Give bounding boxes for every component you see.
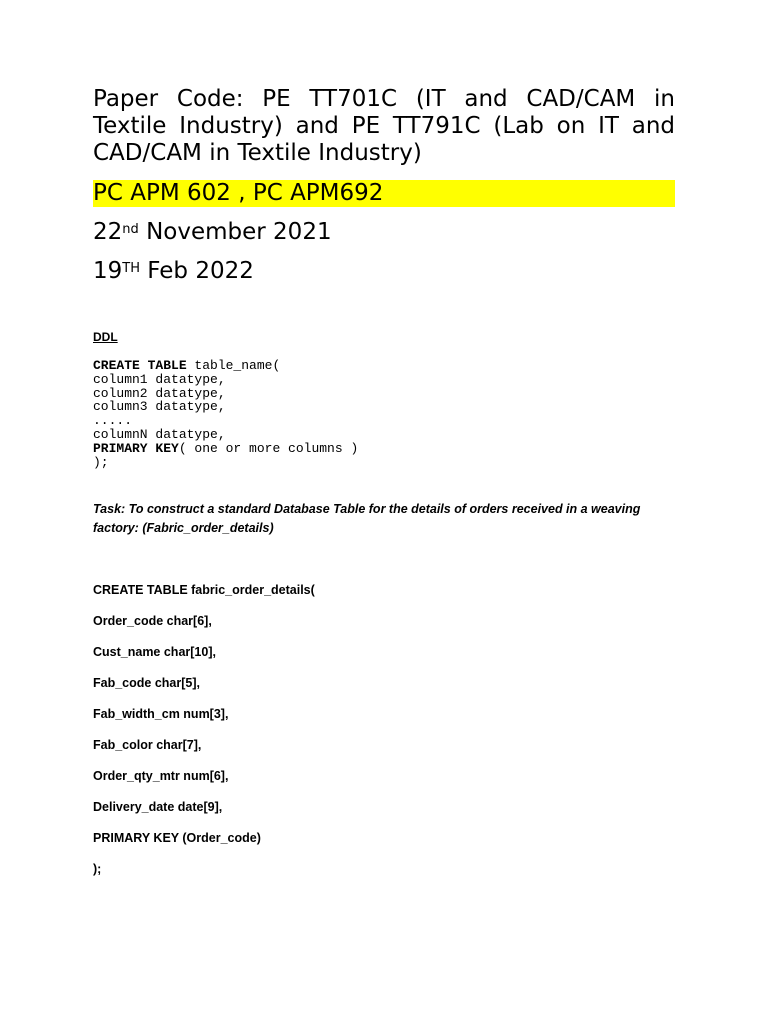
primary-key-rest: ( one or more columns ) bbox=[178, 440, 359, 456]
date-line-2 bbox=[93, 258, 254, 285]
code-line-ellipsis: ..... bbox=[93, 413, 133, 429]
create-table-keyword: CREATE TABLE bbox=[93, 358, 187, 373]
task-description: Task: To construct a standard Database Table for the details of orders received in a weaving factory: (Fabric_order_details) bbox=[93, 502, 641, 535]
code-line-close: ); bbox=[93, 454, 109, 470]
sql-line-close: ); bbox=[93, 862, 102, 876]
ddl-syntax-code-block bbox=[93, 359, 358, 469]
sql-line-fab-width: Fab_width_cm num[3], bbox=[93, 707, 229, 721]
date-1-day: 22 bbox=[93, 219, 123, 245]
sql-line-fab-color: Fab_color char[7], bbox=[93, 738, 202, 752]
date-1-suffix: nd bbox=[122, 222, 139, 237]
date-1-rest: November 2021 bbox=[138, 219, 332, 245]
code-line-create bbox=[93, 359, 358, 373]
create-table-rest: table_name( bbox=[186, 358, 281, 373]
code-line-primary-key bbox=[93, 442, 358, 456]
sql-line-fab-code: Fab_code char[5], bbox=[93, 676, 200, 690]
sql-line-primary-key: PRIMARY KEY (Order_code) bbox=[93, 831, 261, 845]
code-line-columnN: columnN datatype, bbox=[93, 426, 226, 442]
code-line-column3: column3 datatype, bbox=[93, 399, 226, 415]
sql-line-delivery-date: Delivery_date date[9], bbox=[93, 800, 223, 814]
highlighted-course-codes: PC APM 602 , PC APM692 bbox=[93, 180, 675, 207]
primary-key-keyword: PRIMARY KEY bbox=[93, 440, 179, 456]
sql-line-create: CREATE TABLE fabric_order_details( bbox=[93, 583, 315, 597]
sql-line-cust-name: Cust_name char[10], bbox=[93, 645, 216, 659]
code-line-column2: column2 datatype, bbox=[93, 385, 226, 401]
ddl-heading: DDL bbox=[93, 330, 118, 344]
sql-line-order-qty: Order_qty_mtr num[6], bbox=[93, 769, 229, 783]
date-line-1 bbox=[93, 219, 332, 246]
sql-line-order-code: Order_code char[6], bbox=[93, 614, 212, 628]
date-2-rest: Feb 2022 bbox=[140, 258, 254, 284]
code-line-column1: column1 datatype, bbox=[93, 371, 226, 387]
paper-code-title: Paper Code: PE TT701C (IT and CAD/CAM in Textile Industry) and PE TT791C (Lab on IT and CAD/CAM in Textile Industry) bbox=[93, 86, 675, 166]
date-2-day: 19 bbox=[93, 258, 123, 284]
date-2-suffix: TH bbox=[122, 261, 140, 276]
